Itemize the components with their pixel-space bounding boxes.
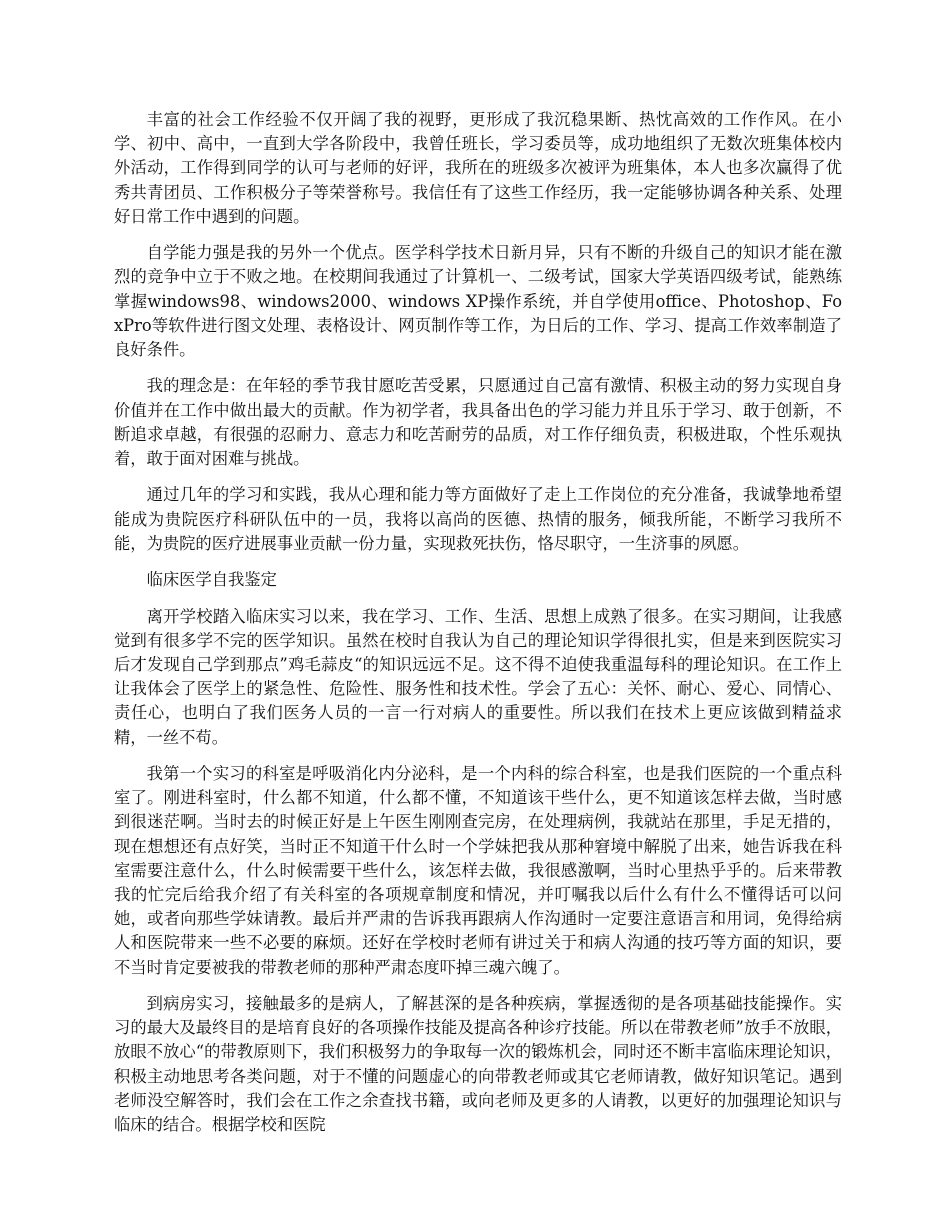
paragraph-first-department: 我第一个实习的科室是呼吸消化内分泌科，是一个内科的综合科室，也是我们医院的一个重点科室了。刚进科室时，什么都不知道，什么都不懂，不知道该干些什么，更不知道该怎样去做，当时感到很迷茫啊。当时去的时候正好是上午医生刚刚查完房，在处理病例，我就站在那里，手足无措的，现在想想还有点好笑，当时正不知道干什么时一个学妹把我从那种窘境中解脱了出来，她告诉我在科室需要注意什么，什么时候需要干些什么，该怎样去做，我很感激啊，当时心里热乎乎的。后来带教我的忙完后给我介绍了有关科室的各项规章制度和情况，并叮嘱我以后什么有什么不懂得话可以问她，或者向那些学妹请教。最后并严肃的告诉我再跟病人作沟通时一定要注意语言和用词，免得给病人和医院带来一些不必要的麻烦。还好在学校时老师有讲过关于和病人沟通的技巧等方面的知识，要不当时肯定要被我的带教老师的那种严肃态度吓掉三魂六魄了。	[114, 764, 842, 977]
paragraph-philosophy: 我的理念是：在年轻的季节我甘愿吃苦受累，只愿通过自己富有激情、积极主动的努力实现自身价值并在工作中做出最大的贡献。作为初学者，我具备出色的学习能力并且乐于学习、敢于创新，不断追求卓越，有很强的忍耐力、意志力和吃苦耐劳的品质，对工作仔细负责，积极进取，个性乐观执着，敢于面对困难与挑战。	[114, 376, 842, 469]
paragraph-self-learning: 自学能力强是我的另外一个优点。医学科学技术日新月异，只有不断的升级自己的知识才能在激烈的竞争中立于不败之地。在校期间我通过了计算机一、二级考试，国家大学英语四级考试，能熟练掌握windows98、windows2000、windows XP操作系统，并自学使用office、Photoshop、FoxPro等软件进行图文处理、表格设计、网页制作等工作，为日后的工作、学习、提高工作效率制造了良好条件。	[114, 243, 842, 360]
paragraph-work-experience: 丰富的社会工作经验不仅开阔了我的视野，更形成了我沉稳果断、热忱高效的工作作风。在小学、初中、高中，一直到大学各阶段中，我曾任班长，学习委员等，成功地组织了无数次班集体校内外活动，工作得到同学的认可与老师的好评，我所在的班级多次被评为班集体，本人也多次赢得了优秀共青团员、工作积极分子等荣誉称号。我信任有了这些工作经历，我一定能够协调各种关系、处理好日常工作中遇到的问题。	[114, 110, 842, 226]
paragraph-ward-practice: 到病房实习，接触最多的是病人，了解甚深的是各种疾病，掌握透彻的是各项基础技能操作。实习的最大及最终目的是培育良好的各项操作技能及提高各种诊疗技能。所以在带教老师”放手不放眼，放眼不放心“的带教原则下，我们积极努力的争取每一次的锻炼机会，同时还不断丰富临床理论知识，积极主动地思考各类问题，对于不懂的问题虚心的向带教老师或其它老师请教，做好知识笔记。遇到老师没空解答时，我们会在工作之余查找书籍，或向老师及更多的人请教，以更好的加强理论知识与临床的结合。根据学校和医院	[114, 994, 842, 1135]
paragraph-aspiration: 通过几年的学习和实践，我从心理和能力等方面做好了走上工作岗位的充分准备，我诚挚地希望能成为贵院医疗科研队伍中的一员，我将以高尚的医德、热情的服务，倾我所能，不断学习我所不能，为贵院的医疗进展事业贡献一份力量，实现救死扶伤，恪尽职守，一生济事的夙愿。	[114, 485, 842, 553]
document-page	[114, 108, 842, 1149]
paragraph-internship-intro: 离开学校踏入临床实习以来，我在学习、工作、生活、思想上成熟了很多。在实习期间，让我感觉到有很多学不完的医学知识。虽然在校时自我认为自己的理论知识学得很扎实，但是来到医院实习后才发现自己学到那点”鸡毛蒜皮“的知识远远不足。这不得不迫使我重温每科的理论知识。在工作上让我体会了医学上的紧急性、危险性、服务性和技术性。学会了五心：关怀、耐心、爱心、同情心、责任心，也明白了我们医务人员的一言一行对病人的重要性。所以我们在技术上更应该做到精益求精，一丝不苟。	[114, 606, 842, 747]
section-heading: 临床医学自我鉴定	[146, 570, 277, 590]
